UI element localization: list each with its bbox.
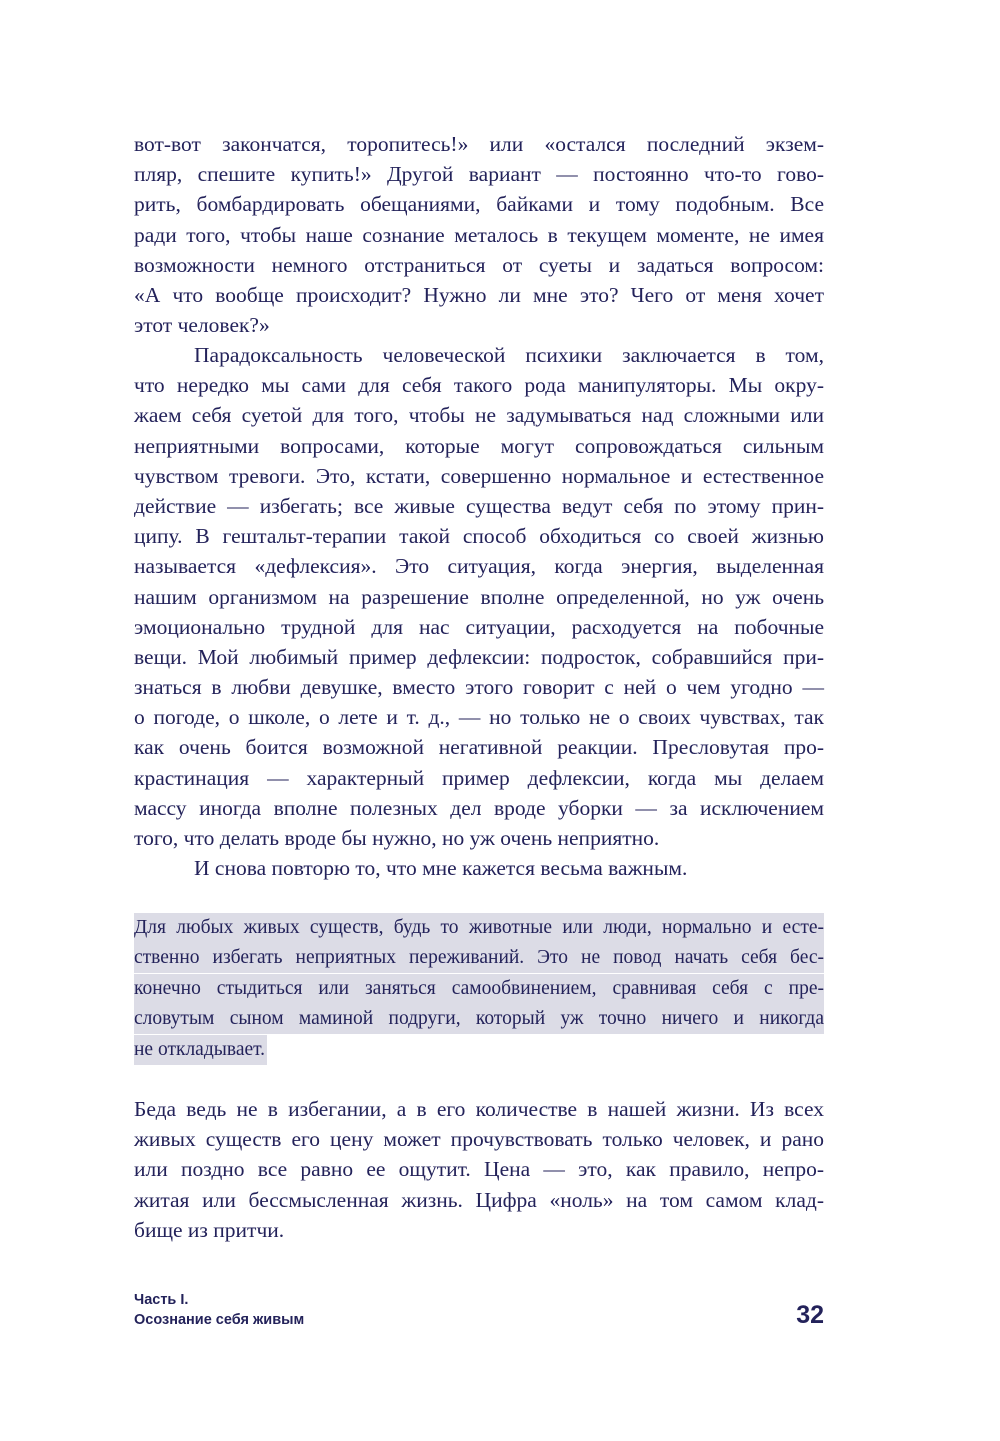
text-line: возможности немного отстраниться от суеты и задаться вопросом: bbox=[134, 252, 824, 277]
page-number: 32 bbox=[796, 1301, 824, 1329]
text-line: житая или бессмысленная жизнь. Цифра «ноль» на том самом клад- bbox=[134, 1187, 824, 1212]
text-line: вещи. Мой любимый пример дефлексии: подросток, собравшийся при- bbox=[134, 644, 824, 669]
text-line: И снова повторю то, что мне кажется весьма важным. bbox=[194, 856, 688, 881]
text-line: как очень боится возможной негативной реакции. Пресловутая про- bbox=[134, 735, 824, 760]
text-line: «А что вообще происходит? Нужно ли мне это? Чего от меня хочет bbox=[134, 282, 824, 307]
text-line: о погоде, о школе, о лете и т. д., — но только не о своих чувствах, так bbox=[134, 705, 824, 730]
body-text-middle bbox=[134, 340, 824, 883]
text-line: ради того, чтобы наше сознание металось в текущем моменте, не имея bbox=[134, 222, 824, 247]
text-line: пляр, спешите купить!» Другой вариант — постоянно что-то гово- bbox=[134, 162, 824, 187]
callout-line bbox=[134, 1004, 824, 1034]
callout-text: ственно избегать неприятных переживаний. Это не повод начать себя бес- bbox=[134, 943, 824, 973]
callout-text: конечно стыдиться или заняться самообвинением, сравнивая себя с пре- bbox=[134, 974, 824, 1004]
text-line: называется «дефлексия». Это ситуация, когда энергия, выделенная bbox=[134, 554, 824, 579]
body-text-top bbox=[134, 129, 824, 340]
text-line: того, что делать вроде бы нужно, но уж очень неприятно. bbox=[134, 826, 660, 850]
text-line: Беда ведь не в избегании, а в его количестве в нашей жизни. Из всех bbox=[134, 1097, 824, 1121]
text-line: чувством тревоги. Это, кстати, совершенно нормальное и естественное bbox=[134, 463, 824, 488]
callout-line bbox=[134, 913, 824, 943]
text-line: вот-вот закончатся, торопитесь!» или «остался последний экзем- bbox=[134, 132, 824, 156]
body-text-bottom bbox=[134, 1094, 824, 1245]
text-line: что нередко мы сами для себя такого рода манипуляторы. Мы окру- bbox=[134, 373, 824, 398]
text-line: рить, бомбардировать обещаниями, байками и тому подобным. Все bbox=[134, 192, 824, 217]
callout-text: Для любых живых существ, будь то животные или люди, нормально и есте- bbox=[134, 913, 824, 943]
text-line: ципу. В гештальт-терапии такой способ обходиться со своей жизнью bbox=[134, 524, 824, 549]
callout-line bbox=[134, 943, 824, 973]
text-line: или поздно все равно ее ощутит. Цена — это, как правило, непро- bbox=[134, 1157, 824, 1182]
text-line: этот человек?» bbox=[134, 313, 270, 338]
callout-text: словутым сыном маминой подруги, который уж точно ничего и никогда bbox=[134, 1004, 824, 1034]
text-line: живых существ его цену может прочувствовать только человек, и рано bbox=[134, 1127, 824, 1152]
text-line: неприятными вопросами, которые могут сопровождаться сильным bbox=[134, 433, 824, 458]
callout-line bbox=[134, 974, 824, 1004]
text-line: крастинация — характерный пример дефлексии, когда мы делаем bbox=[134, 765, 824, 790]
text-line: бище из притчи. bbox=[134, 1217, 285, 1242]
text-line: действие — избегать; все живые существа ведут себя по этому прин- bbox=[134, 493, 824, 518]
text-line: жаем себя суетой для того, чтобы не задумываться над сложными или bbox=[134, 403, 824, 428]
text-line: Парадоксальность человеческой психики заключается в том, bbox=[194, 343, 824, 367]
footer-section-title: Осознание себя живым bbox=[134, 1312, 305, 1328]
text-line: эмоционально трудной для нас ситуации, расходуется на побочные bbox=[134, 614, 824, 639]
text-line: нашим организмом на разрешение вполне определенной, но уж очень bbox=[134, 584, 824, 609]
running-footer bbox=[134, 1290, 304, 1330]
callout-text: не откладывает. bbox=[134, 1035, 267, 1065]
highlighted-callout bbox=[134, 913, 824, 1065]
text-line: знаться в любви девушке, вместо этого говорит с ней о чем угодно — bbox=[134, 675, 824, 700]
callout-line bbox=[134, 1035, 824, 1065]
footer-part-label: Часть I. bbox=[134, 1292, 189, 1308]
text-line: массу иногда вполне полезных дел вроде уборки — за исключением bbox=[134, 795, 824, 820]
